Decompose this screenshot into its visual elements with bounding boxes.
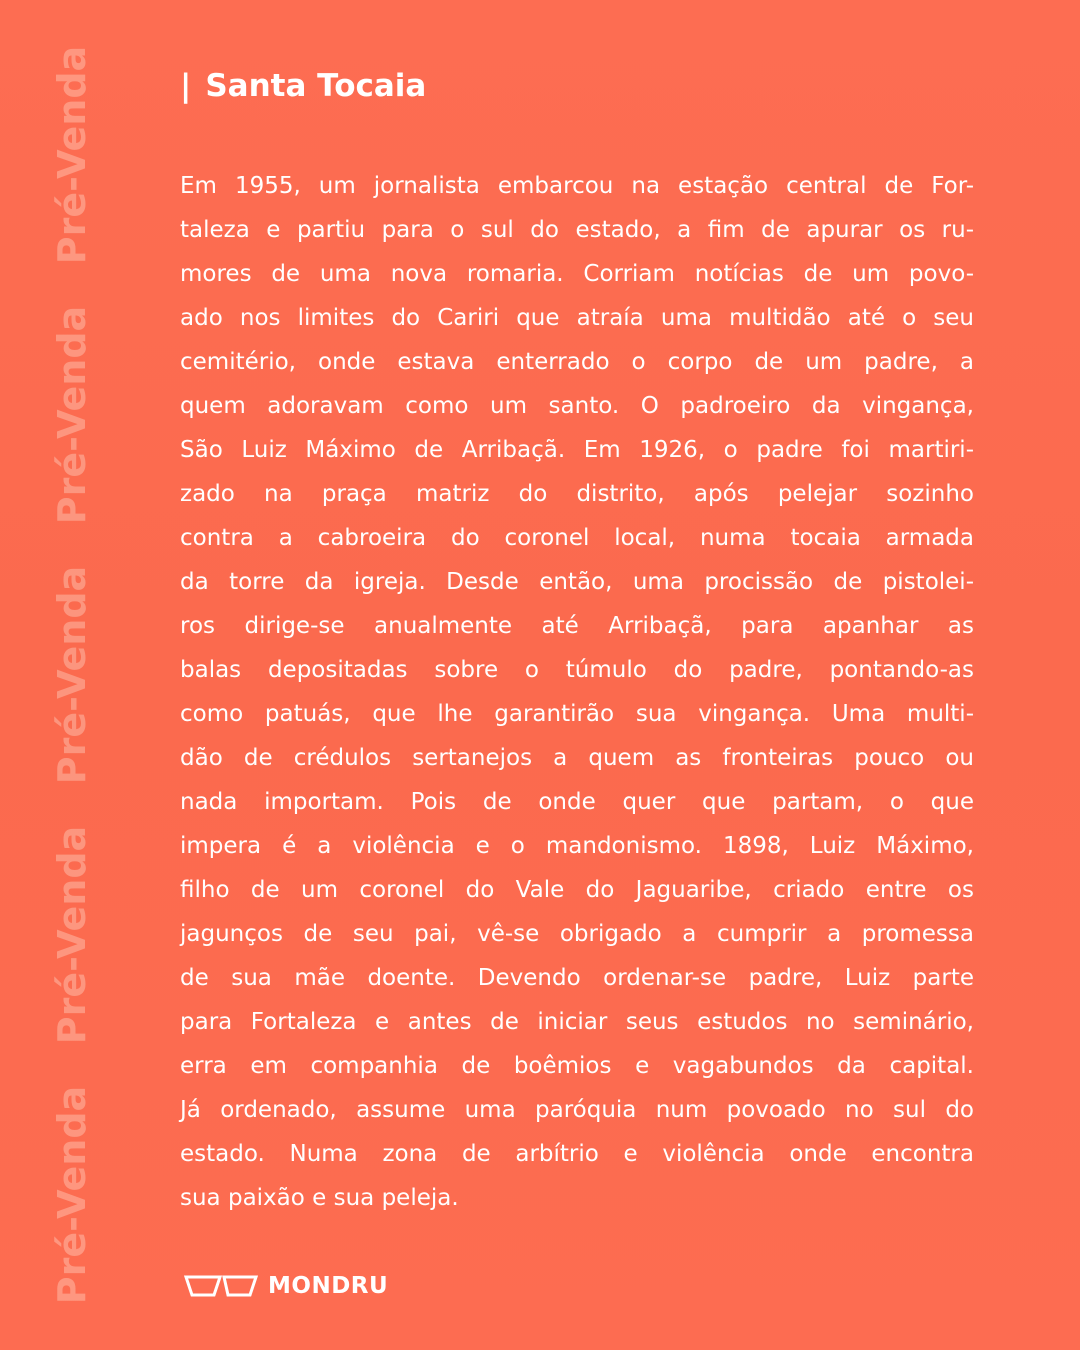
synopsis-line: nada importam. Pois de onde quer que partam, o que [180, 789, 974, 815]
synopsis-line: ado nos limites do Cariri que atraía uma multidão até o seu [180, 305, 974, 331]
side-banner-word: Pré-Venda [50, 305, 94, 525]
synopsis-line: erra em companhia de boêmios e vagabundos da capital. [180, 1053, 974, 1079]
synopsis-line: cemitério, onde estava enterrado o corpo de um padre, a [180, 349, 974, 375]
synopsis-line: balas depositadas sobre o túmulo do padre, pontando-as [180, 657, 974, 683]
synopsis-line: zado na praça matriz do distrito, após pelejar sozinho [180, 481, 974, 507]
synopsis-line: como patuás, que lhe garantirão sua vingança. Uma multi- [180, 701, 974, 727]
page-title [180, 62, 426, 110]
title-bar: | [180, 68, 192, 104]
synopsis-line: da torre da igreja. Desde então, uma procissão de pistolei- [180, 569, 974, 595]
title-text: Santa Tocaia [205, 68, 427, 104]
synopsis-line: Em 1955, um jornalista embarcou na estação central de For- [180, 173, 974, 199]
synopsis-line: taleza e partiu para o sul do estado, a fim de apurar os ru- [180, 217, 974, 243]
synopsis-line: Já ordenado, assume uma paróquia num povoado no sul do [180, 1097, 974, 1123]
synopsis-line: jagunços de seu pai, vê-se obrigado a cumprir a promessa [180, 921, 974, 947]
synopsis-line: estado. Numa zona de arbítrio e violência onde encontra [180, 1141, 974, 1167]
side-banner-word: Pré-Venda [50, 1085, 94, 1305]
synopsis-line: dão de crédulos sertanejos a quem as fronteiras pouco ou [180, 745, 974, 771]
side-banner-word: Pré-Venda [50, 565, 94, 785]
synopsis-line: quem adoravam como um santo. O padroeiro da vingança, [180, 393, 974, 419]
synopsis-line: filho de um coronel do Vale do Jaguaribe, criado entre os [180, 877, 974, 903]
synopsis-line: impera é a violência e o mandonismo. 1898, Luiz Máximo, [180, 833, 974, 859]
synopsis-line: São Luiz Máximo de Arribaçã. Em 1926, o padre foi martiri- [180, 437, 974, 463]
mondru-logo-icon [184, 1275, 258, 1297]
synopsis-line: contra a cabroeira do coronel local, numa tocaia armada [180, 525, 974, 551]
side-banner-word: Pré-Venda [50, 825, 94, 1045]
synopsis-text [180, 164, 974, 1220]
synopsis-line: ros dirige-se anualmente até Arribaçã, para apanhar as [180, 613, 974, 639]
pre-venda-side-banner [40, 0, 104, 1350]
synopsis-line: sua paixão e sua peleja. [180, 1185, 459, 1211]
side-banner-word: Pré-Venda [50, 45, 94, 265]
synopsis-line: para Fortaleza e antes de iniciar seus estudos no seminário, [180, 1009, 974, 1035]
synopsis-line: de sua mãe doente. Devendo ordenar-se padre, Luiz parte [180, 965, 974, 991]
mondru-logo [184, 1266, 388, 1306]
logo-text: MONDRU [268, 1273, 389, 1299]
synopsis-line: mores de uma nova romaria. Corriam notícias de um povo- [180, 261, 974, 287]
